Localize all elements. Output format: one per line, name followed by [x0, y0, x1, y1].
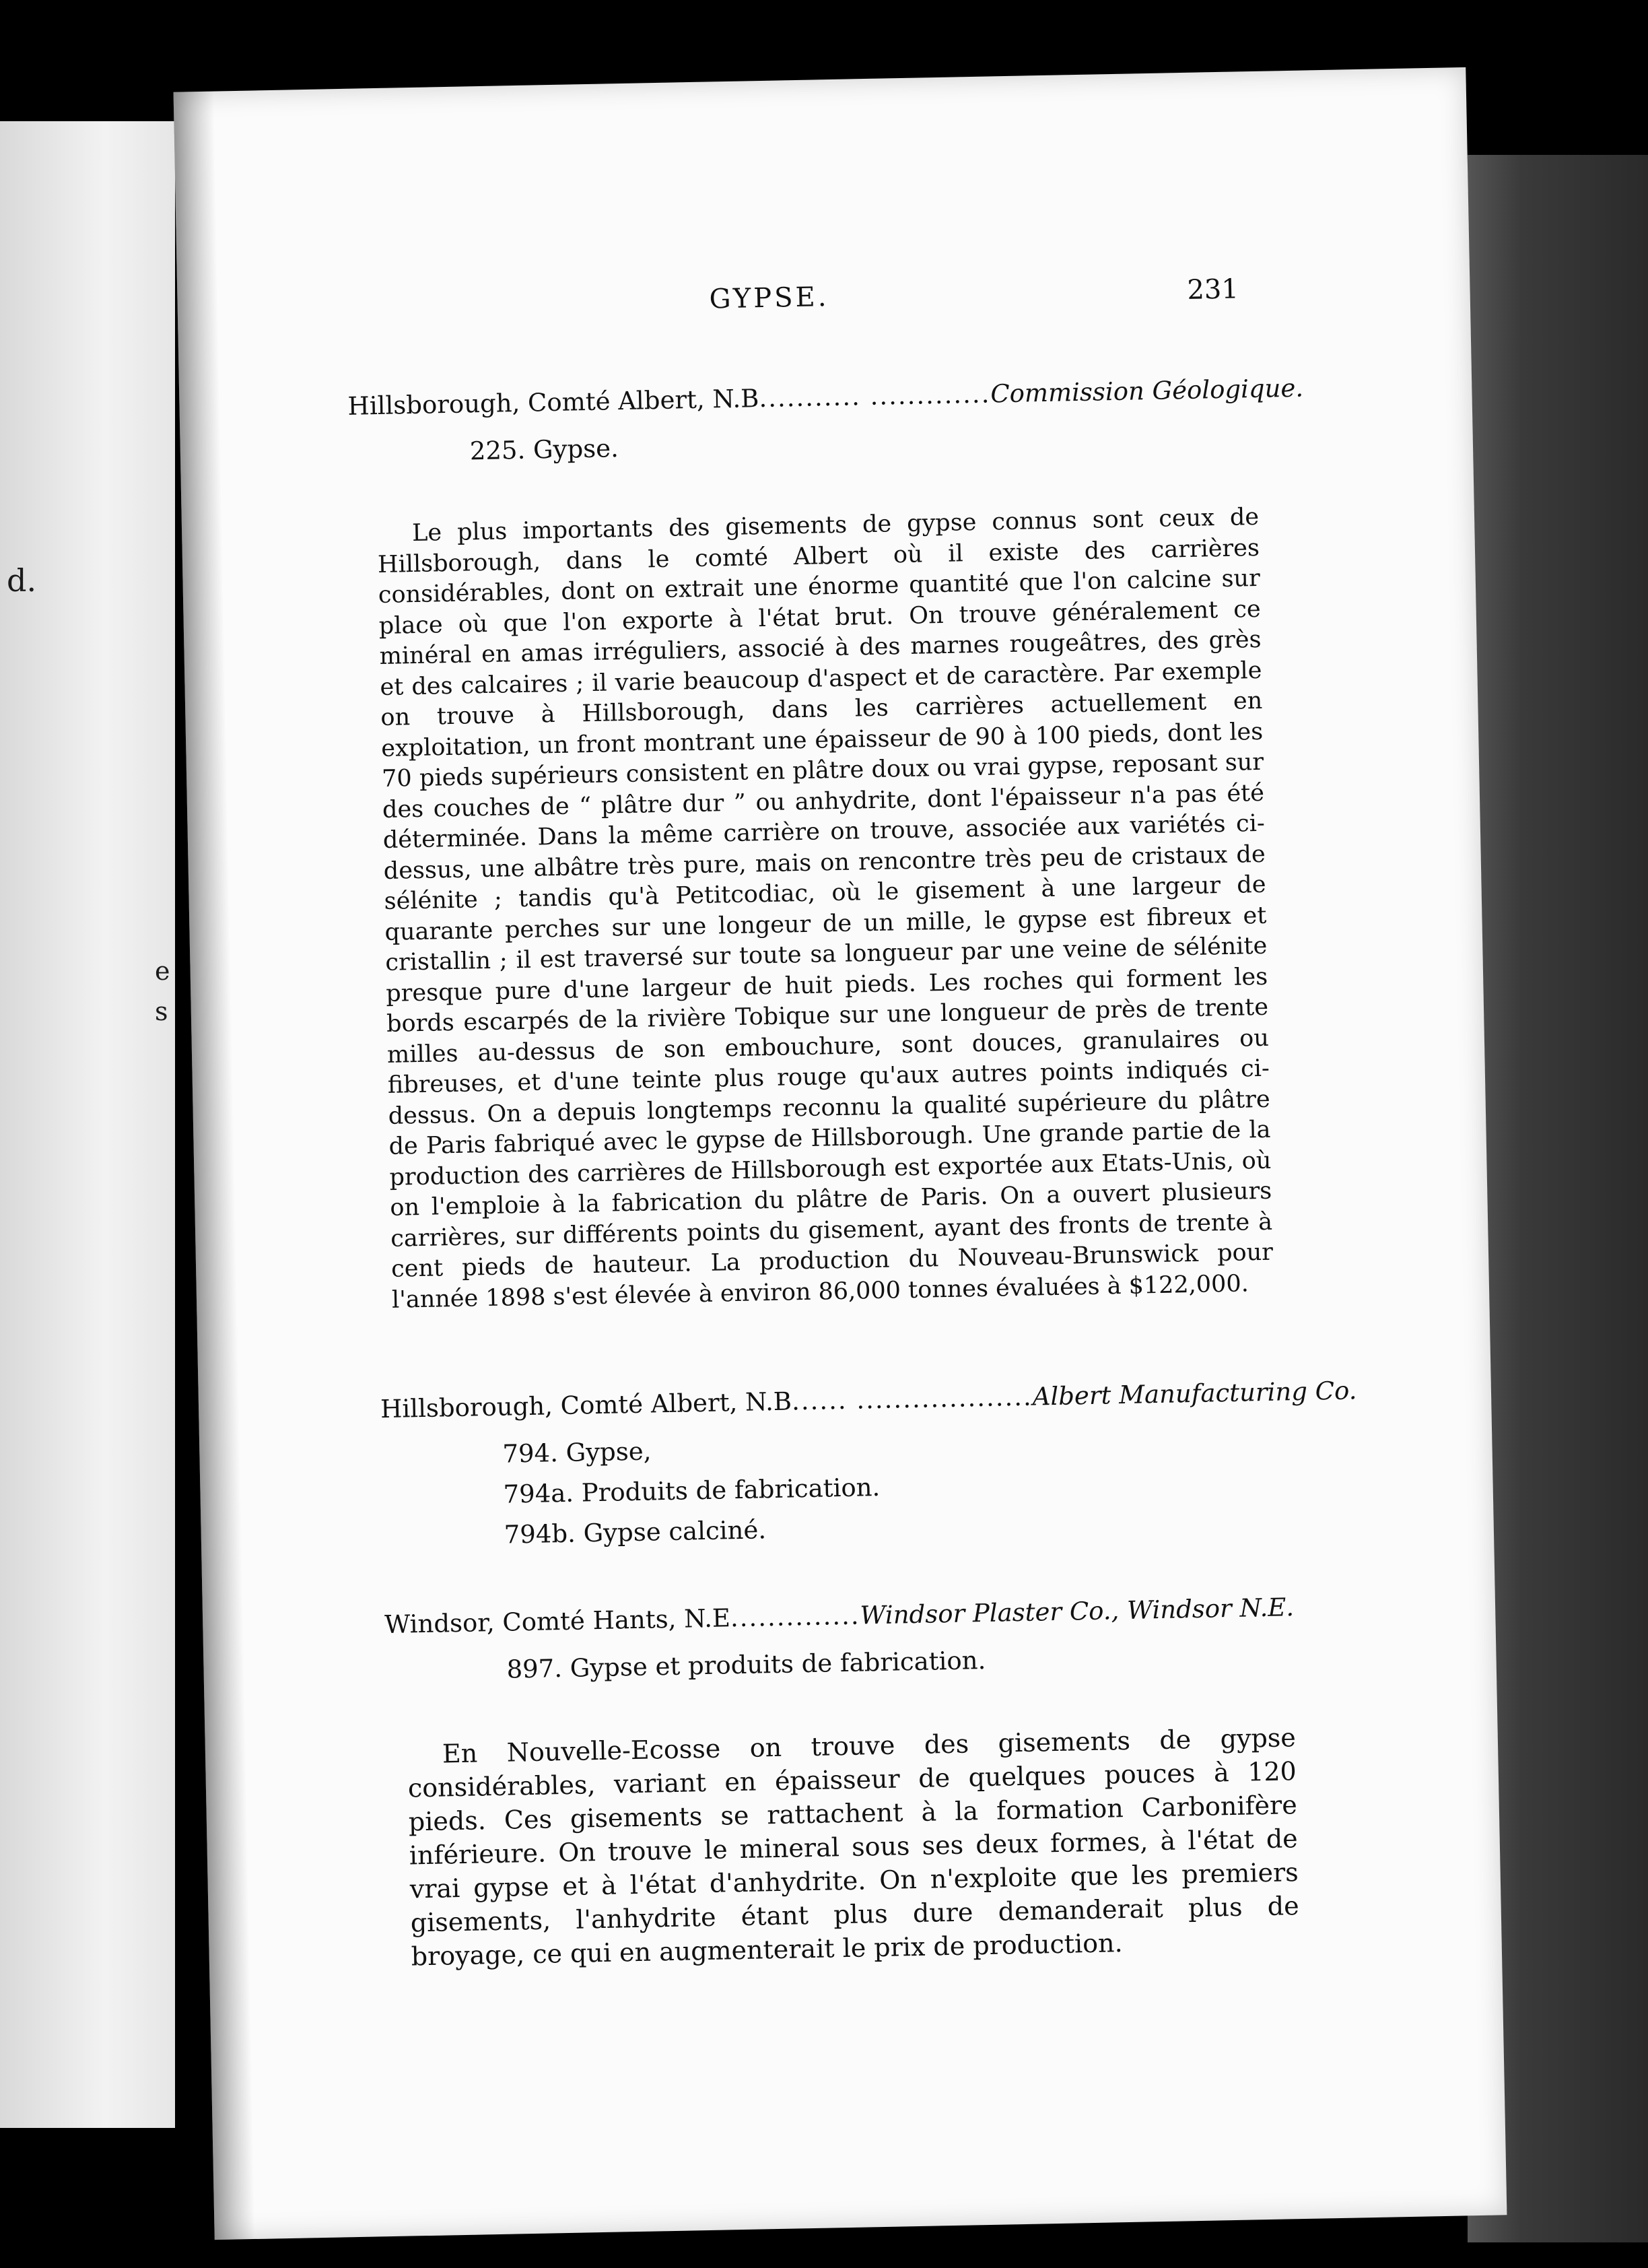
specimen-entry-heading [384, 1593, 1295, 1639]
book-page [174, 67, 1507, 2240]
leader-dots: ...... ................... [791, 1382, 1033, 1416]
exhibitor: Commission Géologique. [990, 373, 1304, 409]
previous-page-edge [0, 121, 175, 2128]
specimen-item: 897. Gypse et produits de fabrication. [506, 1645, 986, 1684]
description-paragraph: Le plus importants des gisements de gypse connus sont ceux de Hillsborough, dans le comté Albert où il existe des carrières considérables, dont on extrait une énorme quantité que l'on calcine sur place où que l'on exporte à l'état brut. On trouve généralement ce minéral en amas irréguliers, associé à des marnes rougeâtres, des grès et des calcaires ; il varie beaucoup d'aspect et de caractère. Par exemple on trouve à Hillsborough, dans les carrières actuellement en exploitation, un front montrant une épaisseur de 90 à 100 pieds, dont les 70 pieds supérieurs consistent en plâtre doux ou vrai gypse, reposant sur des couches de “ plâtre dur ” ou anhydrite, dont l'épaisseur n'a pas été déterminée. Dans la même carrière on trouve, associée aux variétés ci-dessus, une albâtre très pure, mais on rencontre très peu de cristaux de sélénite ; tandis qu'à Petitcodiac, où le gisement à une largeur de quarante perches sur une longeur de un mille, le gypse est fibreux et cristallin ; il est traversé sur toute sa longueur par une veine de sélénite presque pure d'une largeur de huit pieds. Les roches qui forment les bords escarpés de la rivière Tobique sur une longueur de près de trente milles au-dessus de son embouchure, sont douces, granulaires ou fibreuses, et d'une teinte plus rouge qu'aux autres points indiqués ci-dessus. On a depuis longtemps reconnu la qualité supérieure du plâtre de Paris fabriqué avec le gypse de Hillsborough. Une grande partie de la production des carrières de Hillsborough est exportée aux Etats-Unis, où on l'emploie à la fabrication du plâtre de Paris. On a ouvert plusieurs carrières, sur différents points du gisement, ayant des fronts de trente à cent pieds de hauteur. La production du Nouveau-Brunswick pour l'année 1898 s'est élevée à environ 86,000 tonnes évaluées à $122,000. [377, 503, 1274, 1314]
description-paragraph: En Nouvelle-Ecosse on trouve des gisements de gypse considérables, variant en épaisseur de quelques pouces à 120 pieds. Ces gisements se rattachent à la formation Carbonifère inférieure. On trouve le mineral sous ses deux formes, à l'état de vrai gypse et à l'état d'anhydrite. On n'exploite que les premiers gisements, l'anhydrite étant plus dure demanderait plus de broyage, ce qui en augmenterait le prix de production. [407, 1723, 1299, 1972]
exhibitor: Albert Manufacturing Co. [1032, 1376, 1357, 1411]
specimen-entry-heading [347, 374, 1303, 421]
leader-dots: .............. [730, 1601, 860, 1633]
exhibitor: Windsor Plaster Co., Windsor N.E. [860, 1593, 1295, 1630]
specimen-item: 794b. Gypse calciné. [504, 1515, 767, 1549]
specimen-entry-heading [380, 1376, 1357, 1424]
previous-page-fragment: s [155, 997, 168, 1026]
page-gutter-shadow [174, 92, 255, 2240]
leader-dots: ........... ............. [758, 379, 991, 413]
specimen-item: 794a. Produits de fabrication. [503, 1472, 881, 1509]
page-number: 231 [1187, 273, 1239, 306]
locality: Hillsborough, Comté Albert, N.B [347, 384, 759, 421]
locality: Hillsborough, Comté Albert, N.B [380, 1387, 792, 1424]
previous-page-fragment: e [155, 956, 170, 986]
running-head: GYPSE. [709, 281, 829, 315]
previous-page-fragment: d. [7, 562, 37, 599]
locality: Windsor, Comté Hants, N.E [384, 1603, 731, 1640]
specimen-item: 225. Gypse. [469, 434, 619, 466]
specimen-item: 794. Gypse, [502, 1436, 652, 1469]
